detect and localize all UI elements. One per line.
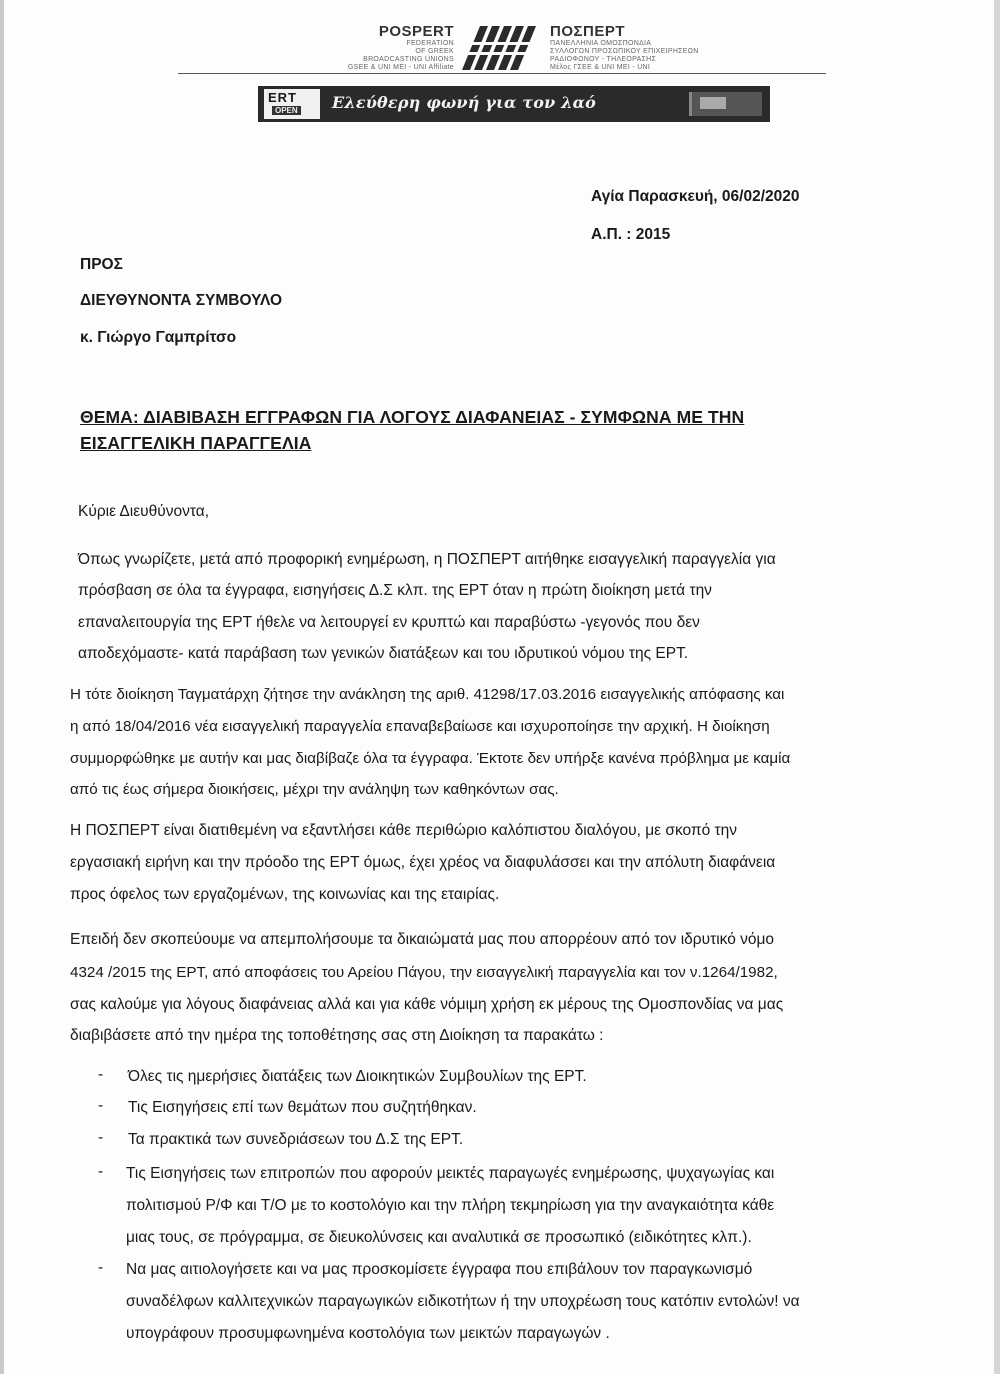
subject-heading: [80, 404, 744, 456]
salutation: Κύριε Διευθύνοντα,: [78, 503, 210, 520]
org-subtitle-latin-4: GSEE & UNI MEI - UNI Affiliate: [347, 64, 454, 71]
paragraph-1-line: πρόσβαση σε όλα τα έγγραφα, εισηγήσεις Δ.Σ κλπ. της ΕΡΤ όταν η πρώτη διοίκηση μετά την: [78, 582, 712, 599]
org-subtitle-latin-1: FEDERATION: [406, 40, 454, 47]
bullet-item-1: Όλες τις ημερήσιες διατάξεις των Διοικητικών Συμβουλίων της ΕΡΤ.: [128, 1068, 587, 1085]
paragraph-3-line: Η ΠΟΣΠΕΡΤ είναι διατιθεμένη να εξαντλήσει κάθε περιθώριο καλόπιστου διαλόγου, με σκοπό την: [70, 822, 738, 839]
org-name-latin: POSPERT: [378, 23, 454, 40]
pospert-logo-icon: [460, 22, 542, 74]
date-line: Αγία Παρασκευή, 06/02/2020: [591, 188, 800, 205]
bullet-dash: -: [98, 1259, 104, 1276]
paragraph-1-line: αποδεχόμαστε- κατά παράβαση των γενικών διατάξεων και του ιδρυτικού νόμου της ΕΡΤ.: [78, 645, 689, 662]
bullet-dash: -: [98, 1129, 104, 1146]
banner-tv-icon: [689, 92, 762, 116]
bullet-item-4-line: Τις Εισηγήσεις των επιτροπών που αφορούν μεικτές παραγωγές ενημέρωσης, ψυχαγωγίας και: [126, 1165, 775, 1182]
page-edge-right: [994, 0, 1000, 1374]
bullet-dash: -: [98, 1163, 104, 1180]
bullet-item-5-line: συναδέλφων καλλιτεχνικών παραγωγικών ειδικοτήτων ή την υποχρέωση τους κατόπιν εντολών! να: [126, 1293, 800, 1310]
subject-line-2: ΕΙΣΑΓΓΕΛΙΚΗ ΠΑΡΑΓΓΕΛΙΑ: [80, 433, 312, 453]
banner-logo-bottom: OPEN: [272, 106, 301, 115]
paragraph-2-line: η από 18/04/2016 νέα εισαγγελική παραγγελία επαναβεβαίωσε και ισχυροποίησε την αρχική. Η διοίκηση: [70, 718, 770, 735]
org-subtitle-greek-4: Μέλος ΓΣΕΕ & UNI MEI - UNI: [550, 64, 651, 71]
paragraph-2-line: συμμορφώθηκε με αυτήν και μας διαβίβαζε όλα τα έγγραφα. Έκτοτε δεν υπήρξε κανένα πρόβλημα με καμία: [70, 750, 791, 767]
org-subtitle-latin-2: OF GREEK: [415, 48, 454, 55]
page-edge-left: [0, 0, 4, 1374]
bullet-item-4-line: μιας τους, σε πρόγραμμα, σε διευκολύνσεις και αναλυτικά σε προσωπικό (ειδικότητες κλπ.).: [126, 1229, 752, 1246]
subject-line-1: ΘΕΜΑ: ΔΙΑΒΙΒΑΣΗ ΕΓΓΡΑΦΩΝ ΓΙΑ ΛΟΓΟΥΣ ΔΙΑΦΑΝΕΙΑΣ - ΣΥΜΦΩΝΑ ΜΕ ΤΗΝ: [80, 407, 745, 427]
paragraph-4-line: 4324 /2015 της ΕΡΤ, από αποφάσεις του Αρείου Πάγου, την εισαγγελική παραγγελία και τον ν.1264/1982,: [70, 964, 778, 981]
recipient-name: κ. Γιώργο Γαμπρίτσο: [80, 329, 237, 346]
paragraph-1-line: Όπως γνωρίζετε, μετά από προφορική ενημέρωση, η ΠΟΣΠΕΡΤ αιτήθηκε εισαγγελική παραγγελία για: [78, 551, 776, 568]
org-subtitle-greek-1: ΠΑΝΕΛΛΗΝΙΑ ΟΜΟΣΠΟΝΔΙΑ: [550, 40, 652, 47]
bullet-item-3: Τα πρακτικά των συνεδριάσεων του Δ.Σ της ΕΡΤ.: [128, 1131, 464, 1148]
letterhead: [178, 12, 826, 74]
bullet-item-4-line: πολιτισμού Ρ/Φ και Τ/Ο με το κοστολόγιο και την πλήρη τεκμηρίωση για την αναγκαιότητα κάθε: [126, 1197, 775, 1214]
paragraph-3-line: προς όφελος των εργαζομένων, της κοινωνίας και της εταιρίας.: [70, 886, 500, 903]
paragraph-4-line: Επειδή δεν σκοπεύουμε να απεμπολήσουμε τα δικαιώματά μας που απορρέουν από τον ιδρυτικό νόμο: [70, 931, 775, 948]
ert-open-logo-icon: [264, 89, 320, 119]
banner-slogan: Ελεύθερη φωνή για τον λαό: [332, 93, 596, 112]
letterhead-right: [550, 24, 699, 72]
paragraph-4-line: σας καλούμε για λόγους διαφάνειας αλλά και για κάθε νόμιμη χρήση εκ μέρους της Ομοσπονδίας να μας: [70, 996, 784, 1013]
recipient-to: ΠΡΟΣ: [80, 256, 123, 273]
paragraph-4-line: διαβιβάσετε από την ημέρα της τοποθέτησης σας στη Διοίκηση τα παρακάτω :: [70, 1027, 604, 1044]
letterhead-left: [348, 24, 454, 72]
ert-open-banner: [258, 86, 770, 122]
bullet-dash: -: [98, 1097, 104, 1114]
bullet-item-5-line: υπογράφουν προσυμφωνημένα κοστολόγια των μεικτών παραγωγών .: [126, 1325, 610, 1342]
recipient-title: ΔΙΕΥΘΥΝΟΝΤΑ ΣΥΜΒΟΥΛΟ: [80, 292, 283, 309]
bullet-dash: -: [98, 1066, 104, 1083]
paragraph-2-line: από τις έως σήμερα διοικήσεις, μέχρι την ανάληψη των καθηκόντων σας.: [70, 781, 559, 798]
org-subtitle-greek-2: ΣΥΛΛΟΓΩΝ ΠΡΟΣΩΠΙΚΟΥ ΕΠΙΧΕΙΡΗΣΕΩΝ: [550, 48, 699, 55]
org-subtitle-greek-3: ΡΑΔΙΟΦΩΝΟΥ - ΤΗΛΕΟΡΑΣΗΣ: [550, 56, 657, 63]
org-subtitle-latin-3: BROADCASTING UNIONS: [363, 56, 454, 63]
protocol-number: Α.Π. : 2015: [591, 226, 671, 243]
org-name-greek: ΠΟΣΠΕΡΤ: [550, 23, 626, 40]
bullet-item-2: Τις Εισηγήσεις επί των θεμάτων που συζητήθηκαν.: [128, 1099, 477, 1116]
bullet-item-5-line: Να μας αιτιολογήσετε και να μας προσκομίσετε έγγραφα που επιβάλουν τον παραγκωνισμό: [126, 1261, 753, 1278]
paragraph-3-line: εργασιακή ειρήνη και την πρόοδο της ΕΡΤ όμως, έχει χρέος να διαφυλάσσει και την απόλυτη διαφάνεια: [70, 854, 776, 871]
letterhead-divider: [178, 73, 826, 74]
paragraph-1-line: επαναλειτουργία της ΕΡΤ ήθελε να λειτουργεί εν κρυπτώ και παραβύστω -γεγονός που δεν: [78, 614, 700, 631]
banner-logo-top: ERT: [268, 90, 297, 105]
paragraph-2-line: Η τότε διοίκηση Ταγματάρχη ζήτησε την ανάκληση της αριθ. 41298/17.03.2016 εισαγγελικής απόφασης και: [70, 686, 785, 703]
